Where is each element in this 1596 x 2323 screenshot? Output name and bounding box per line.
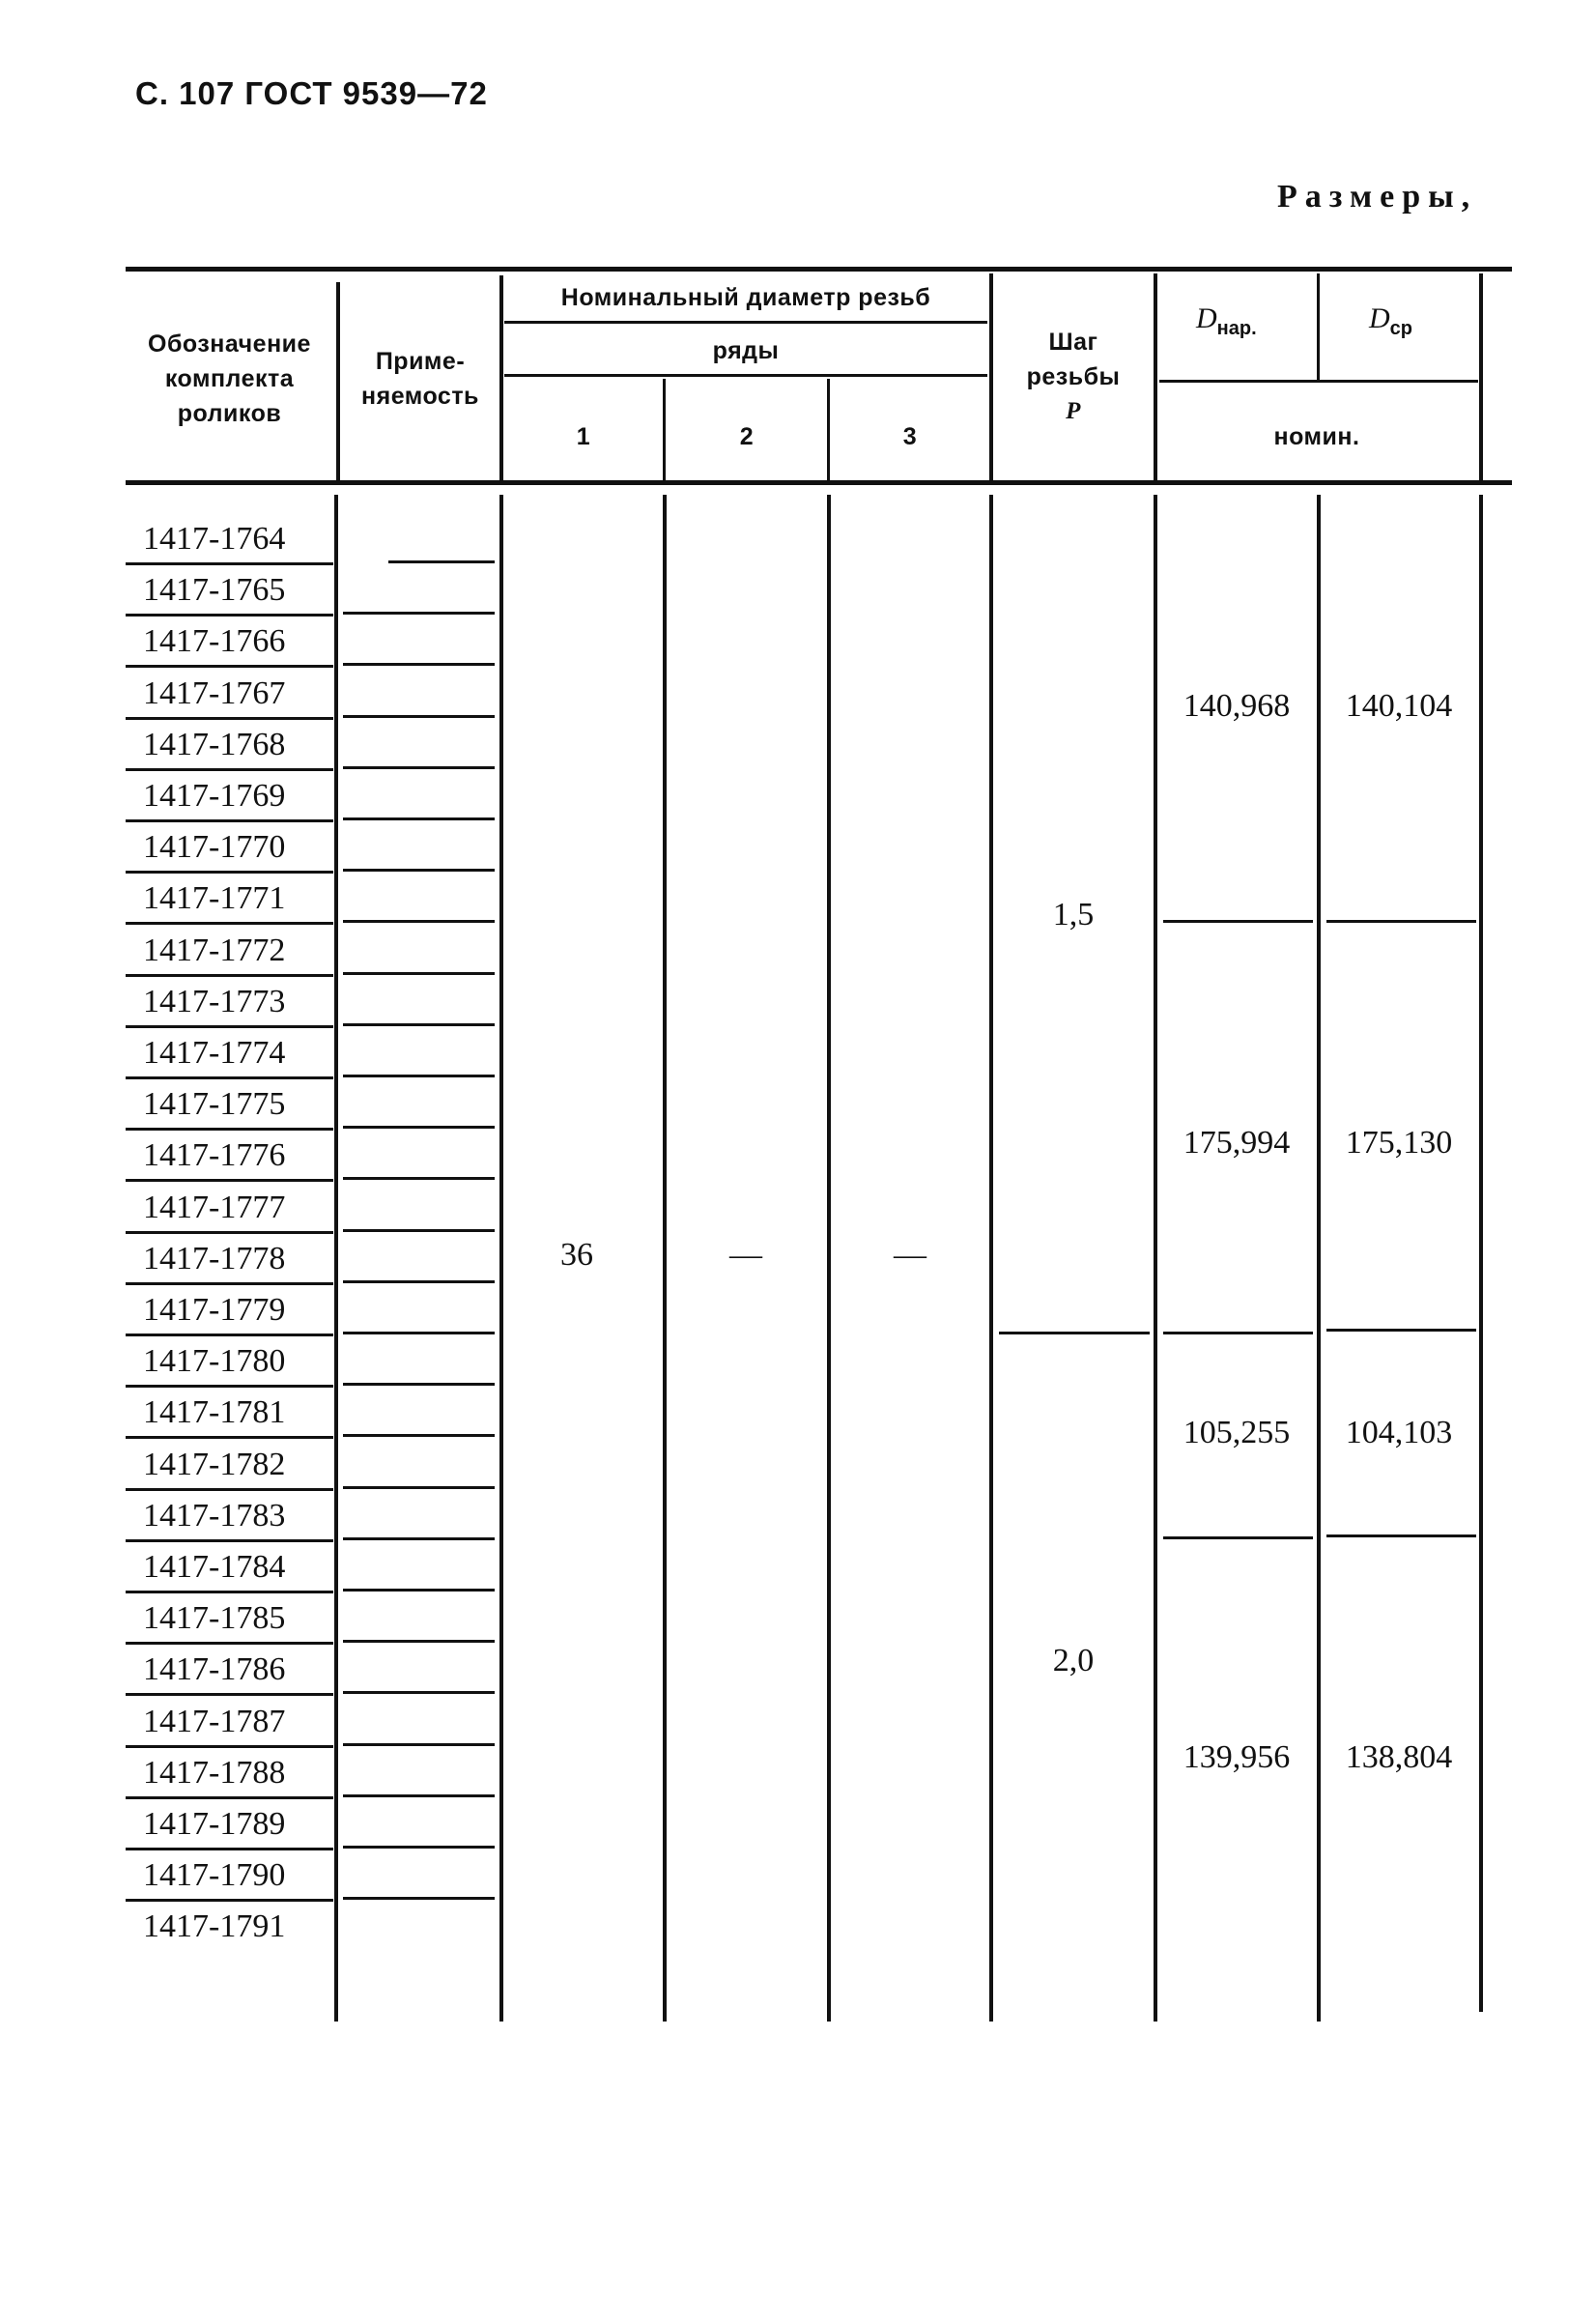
roller-set-code: 1417-1786 xyxy=(143,1651,286,1688)
header-rule-nominal xyxy=(1159,380,1478,383)
header-d-mid xyxy=(1369,302,1412,340)
code-row-rule xyxy=(126,1591,333,1593)
code-row-rule xyxy=(126,1745,333,1748)
roller-set-code: 1417-1778 xyxy=(143,1240,286,1276)
applicability-dash xyxy=(343,1383,495,1386)
diameter-row3-value: — xyxy=(894,1237,926,1273)
roller-set-code: 1417-1791 xyxy=(143,1908,286,1945)
d-outer-value-4: 139,956 xyxy=(1183,1739,1291,1775)
code-row-rule xyxy=(126,1179,333,1182)
d-mid-value-2: 175,130 xyxy=(1345,1125,1453,1161)
header-row-2: 2 xyxy=(739,423,755,450)
header-vline-5 xyxy=(989,273,993,483)
roller-set-code: 1417-1784 xyxy=(143,1549,286,1585)
header-d-mid-symbol: D xyxy=(1369,302,1390,334)
diameter-row1-value: 36 xyxy=(560,1237,593,1273)
code-row-rule xyxy=(126,1076,333,1079)
code-row-rule xyxy=(126,1693,333,1696)
code-row-rule xyxy=(126,1436,333,1439)
d-outer-value-3: 105,255 xyxy=(1183,1415,1291,1450)
diameter-row2-value: — xyxy=(729,1237,762,1273)
table-top-rule xyxy=(126,267,1512,272)
group-sep-d-1 xyxy=(1163,920,1313,923)
header-applicability xyxy=(344,344,497,414)
page-header: С. 107 ГОСТ 9539—72 xyxy=(135,75,488,111)
applicability-dash xyxy=(343,1846,495,1849)
roller-set-code: 1417-1782 xyxy=(143,1446,286,1482)
page-caption: Размеры, xyxy=(1277,179,1478,215)
roller-set-code: 1417-1779 xyxy=(143,1292,286,1328)
header-nominal-diameter: Номинальный диаметр резьб xyxy=(560,284,931,311)
body-vline-3 xyxy=(663,495,667,2022)
applicability-dash xyxy=(343,1332,495,1334)
code-row-rule xyxy=(126,922,333,925)
d-outer-value-2: 175,994 xyxy=(1183,1125,1291,1161)
code-row-rule xyxy=(126,1334,333,1336)
group-sep-d-2 xyxy=(1163,1332,1313,1334)
applicability-dash xyxy=(343,612,495,615)
roller-set-code: 1417-1789 xyxy=(143,1806,286,1842)
applicability-dash xyxy=(343,1897,495,1900)
roller-set-code: 1417-1774 xyxy=(143,1035,286,1071)
code-row-rule xyxy=(126,1025,333,1028)
pitch-value-1: 1,5 xyxy=(1052,897,1095,932)
code-row-rule xyxy=(126,614,333,617)
header-designation-line-3: роликов xyxy=(177,400,282,427)
code-row-rule xyxy=(126,1282,333,1285)
applicability-dash xyxy=(343,1177,495,1180)
code-row-rule xyxy=(126,1796,333,1799)
header-rule-diam xyxy=(504,321,987,324)
roller-set-code: 1417-1785 xyxy=(143,1600,286,1637)
roller-set-code: 1417-1783 xyxy=(143,1497,286,1534)
header-pitch-line-1: Шаг xyxy=(1048,329,1098,356)
roller-set-code: 1417-1769 xyxy=(143,778,286,814)
header-pitch-line-2: резьбы xyxy=(1026,363,1121,390)
header-rule-rows xyxy=(504,374,987,377)
roller-set-code: 1417-1772 xyxy=(143,932,286,968)
body-vline-4 xyxy=(827,495,831,2022)
body-vline-5 xyxy=(989,495,993,2022)
d-outer-value-1: 140,968 xyxy=(1183,688,1291,724)
applicability-dash xyxy=(343,1691,495,1694)
header-d-outer xyxy=(1196,302,1257,340)
header-bottom-rule xyxy=(126,480,1512,485)
header-designation-line-1: Обозначение xyxy=(148,330,311,358)
group-sep-pitch xyxy=(999,1332,1150,1334)
code-row-rule xyxy=(126,871,333,874)
header-rows: ряды xyxy=(712,337,780,364)
code-row-rule xyxy=(126,1539,333,1542)
code-row-rule xyxy=(126,1899,333,1902)
group-sep-dmid-1 xyxy=(1326,920,1476,923)
applicability-dash xyxy=(343,1640,495,1643)
header-vline-1 xyxy=(336,282,340,483)
applicability-dash xyxy=(343,766,495,769)
roller-set-code: 1417-1768 xyxy=(143,726,286,762)
code-row-rule xyxy=(126,1128,333,1131)
roller-set-code: 1417-1787 xyxy=(143,1703,286,1739)
header-d-outer-sub: нар. xyxy=(1216,318,1257,339)
code-row-rule xyxy=(126,1642,333,1645)
code-row-rule xyxy=(126,717,333,720)
header-designation xyxy=(130,327,328,431)
header-vline-2 xyxy=(499,275,503,483)
header-row-1: 1 xyxy=(576,423,591,450)
header-applicability-line-1: Приме- xyxy=(375,348,466,375)
roller-set-code: 1417-1790 xyxy=(143,1857,286,1894)
applicability-dash xyxy=(343,972,495,975)
roller-set-code: 1417-1765 xyxy=(143,572,286,609)
applicability-dash xyxy=(343,817,495,820)
group-sep-dmid-2 xyxy=(1326,1329,1476,1332)
applicability-dash xyxy=(343,1794,495,1797)
code-row-rule xyxy=(126,1385,333,1388)
header-d-mid-sub: ср xyxy=(1389,318,1413,339)
group-sep-d-3 xyxy=(1163,1536,1313,1539)
header-pitch xyxy=(995,325,1152,429)
roller-set-code: 1417-1788 xyxy=(143,1754,286,1791)
roller-set-code: 1417-1766 xyxy=(143,623,286,660)
applicability-dash xyxy=(343,920,495,923)
roller-set-code: 1417-1764 xyxy=(143,521,286,557)
applicability-dash xyxy=(343,663,495,666)
d-mid-value-1: 140,104 xyxy=(1345,688,1453,724)
body-vline-8 xyxy=(1479,495,1483,2012)
applicability-dash xyxy=(343,1486,495,1489)
applicability-dash xyxy=(343,1434,495,1437)
code-row-rule xyxy=(126,1848,333,1850)
code-row-rule xyxy=(126,974,333,977)
header-vline-4 xyxy=(827,379,830,483)
header-designation-line-2: комплекта xyxy=(164,365,295,392)
applicability-dash xyxy=(343,869,495,872)
d-mid-value-4: 138,804 xyxy=(1345,1739,1453,1775)
applicability-dash xyxy=(388,560,495,563)
group-sep-dmid-3 xyxy=(1326,1534,1476,1537)
code-row-rule xyxy=(126,819,333,822)
header-pitch-line-3: P xyxy=(1066,398,1081,424)
roller-set-code: 1417-1773 xyxy=(143,983,286,1019)
roller-set-code: 1417-1776 xyxy=(143,1137,286,1174)
roller-set-code: 1417-1771 xyxy=(143,880,286,917)
body-vline-2 xyxy=(499,495,503,2022)
header-applicability-line-2: няемость xyxy=(361,383,479,410)
roller-set-code: 1417-1770 xyxy=(143,829,286,866)
roller-set-code: 1417-1767 xyxy=(143,674,286,711)
code-row-rule xyxy=(126,562,333,565)
applicability-dash xyxy=(343,1537,495,1540)
roller-set-code: 1417-1777 xyxy=(143,1189,286,1225)
roller-set-code: 1417-1780 xyxy=(143,1343,286,1380)
header-vline-8 xyxy=(1479,273,1483,483)
applicability-dash xyxy=(343,1229,495,1232)
code-row-rule xyxy=(126,665,333,668)
header-nominal: номин. xyxy=(1273,423,1360,450)
applicability-dash xyxy=(343,1075,495,1077)
header-row-3: 3 xyxy=(902,423,918,450)
applicability-dash xyxy=(343,715,495,718)
roller-set-code: 1417-1775 xyxy=(143,1086,286,1123)
applicability-dash xyxy=(343,1589,495,1592)
applicability-dash xyxy=(343,1743,495,1746)
pitch-value-2: 2,0 xyxy=(1052,1643,1095,1678)
applicability-dash xyxy=(343,1126,495,1129)
header-vline-3 xyxy=(663,379,666,483)
code-row-rule xyxy=(126,1488,333,1491)
roller-set-code: 1417-1781 xyxy=(143,1394,286,1431)
code-row-rule xyxy=(126,1231,333,1234)
applicability-dash xyxy=(343,1023,495,1026)
d-mid-value-3: 104,103 xyxy=(1345,1415,1453,1450)
header-vline-7 xyxy=(1317,273,1320,380)
applicability-dash xyxy=(343,1280,495,1283)
header-d-outer-symbol: D xyxy=(1196,302,1217,334)
code-row-rule xyxy=(126,768,333,771)
